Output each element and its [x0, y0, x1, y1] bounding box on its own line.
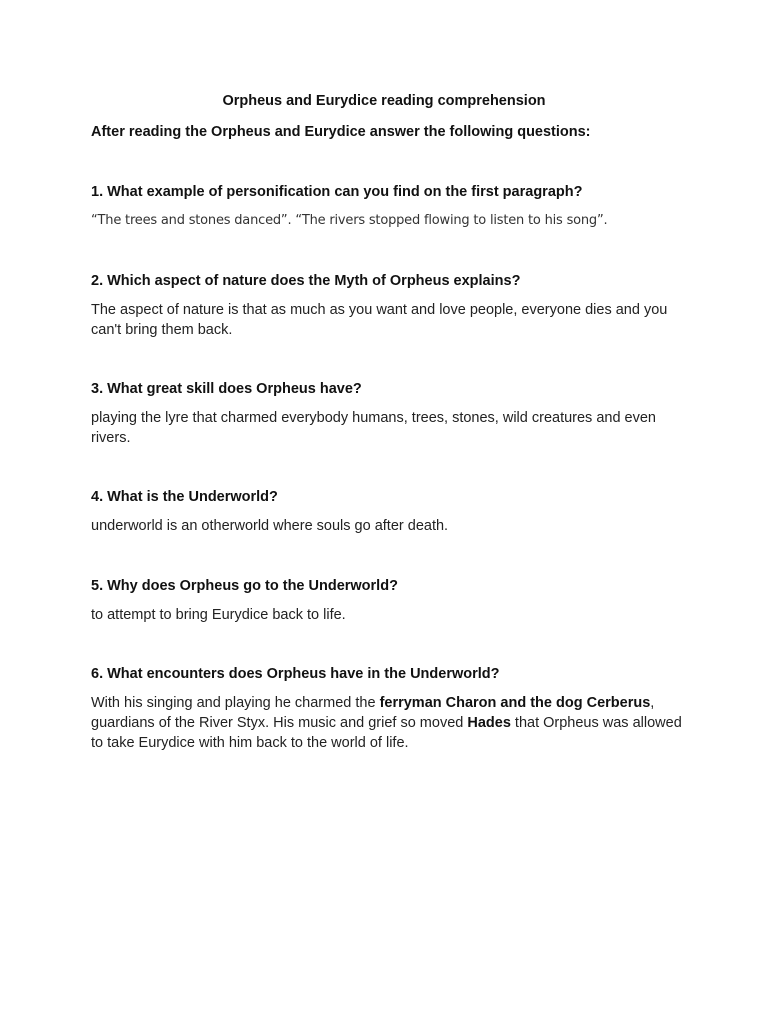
answer-2: The aspect of nature is that as much as you want and love people, everyone dies and you can't bring them back. [91, 302, 668, 338]
question-block-6 [91, 665, 691, 753]
answer-1: “The trees and stones danced”. “The rivers stopped flowing to listen to his song”. [91, 213, 608, 228]
answer-6-text-2: , guardians of the River Styx. His music and grief so moved [91, 695, 655, 731]
question-block-4 [91, 488, 691, 536]
question-block-3 [91, 380, 691, 448]
answer-6-emphasis-hades: Hades [467, 715, 511, 731]
answer-5: to attempt to bring Eurydice back to life. [91, 607, 346, 623]
question-block-1 [91, 183, 691, 231]
question-5: 5. Why does Orpheus go to the Underworld? [91, 578, 398, 594]
question-block-2 [91, 272, 691, 340]
question-3: 3. What great skill does Orpheus have? [91, 381, 362, 397]
question-1: 1. What example of personification can you find on the first paragraph? [91, 184, 583, 200]
answer-6 [91, 693, 691, 753]
answer-3: playing the lyre that charmed everybody humans, trees, stones, wild creatures and even rivers. [91, 410, 656, 446]
question-2: 2. Which aspect of nature does the Myth of Orpheus explains? [91, 273, 521, 289]
question-4: 4. What is the Underworld? [91, 489, 278, 505]
question-block-5 [91, 577, 691, 625]
instructions: After reading the Orpheus and Eurydice answer the following questions: [91, 124, 591, 140]
answer-6-emphasis-charon-cerberus: ferryman Charon and the dog Cerberus [379, 695, 651, 711]
answer-6-text-3: that Orpheus was allowed to take Eurydice with him back to the world of life. [91, 715, 682, 751]
document-title: Orpheus and Eurydice reading comprehension [222, 93, 546, 109]
question-6: 6. What encounters does Orpheus have in the Underworld? [91, 666, 500, 682]
answer-4: underworld is an otherworld where souls go after death. [91, 518, 449, 534]
answer-6-text-1: With his singing and playing he charmed the [91, 695, 380, 711]
